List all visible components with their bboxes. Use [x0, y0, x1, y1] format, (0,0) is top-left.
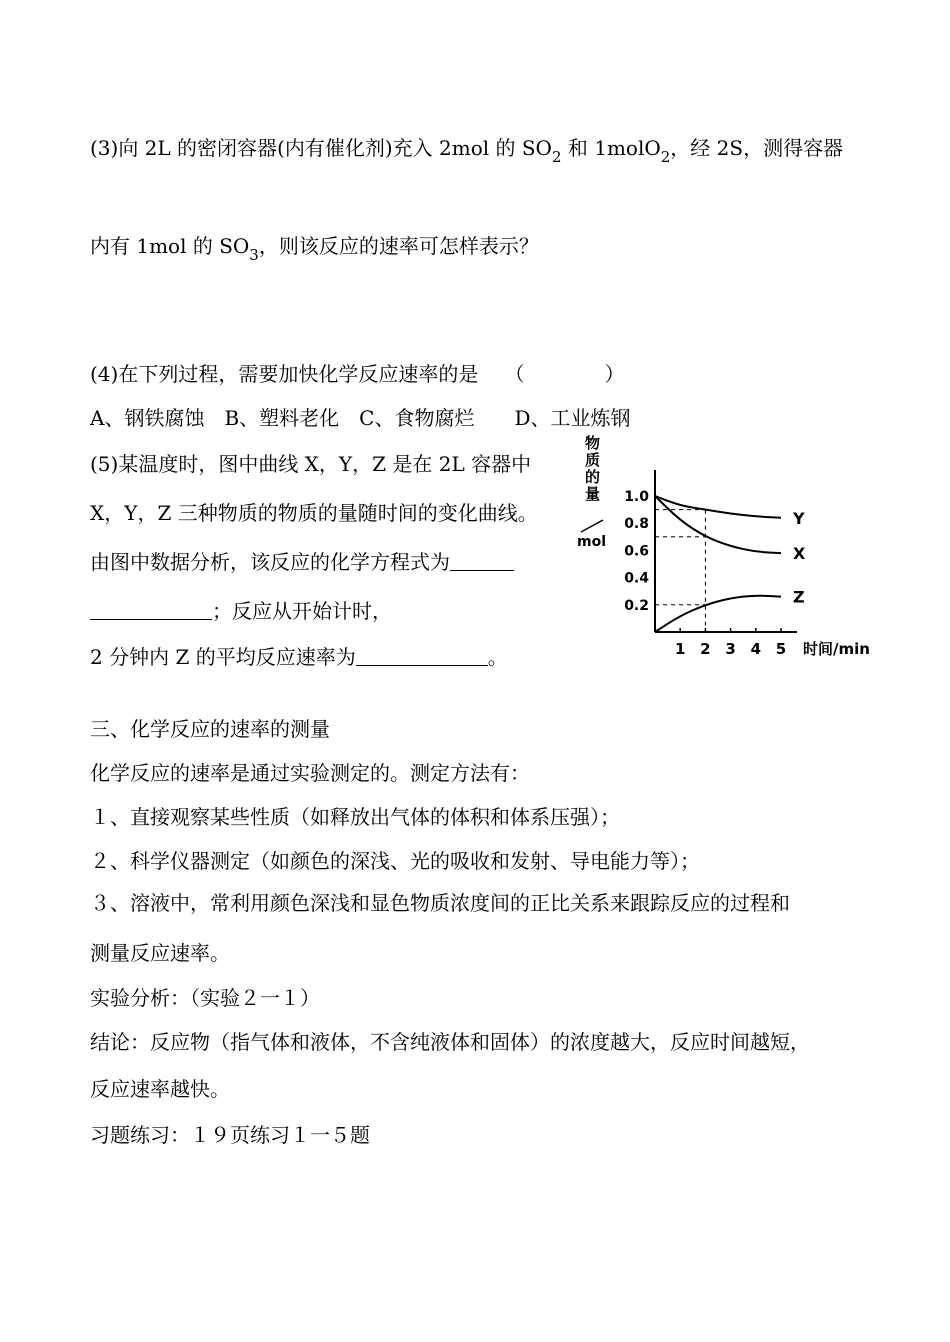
section3-intro: 化学反应的速率是通过实验测定的。测定方法有：	[90, 761, 530, 785]
method-item-1: １、直接观察某些性质（如释放出气体的体积和体系压强）；	[90, 805, 620, 829]
y-axis-label-char: 的	[585, 468, 601, 486]
q5-line-3	[90, 549, 514, 575]
q3-line-1	[90, 135, 843, 170]
x-tick-label: 2	[700, 640, 711, 658]
series-curve-x	[655, 496, 781, 553]
q4-options: A、钢铁腐蚀 B、塑料老化 C、食物腐烂 D、工业炼钢	[90, 406, 631, 430]
q5-line-4	[90, 598, 392, 624]
q3-text-b: 和 1molO	[561, 136, 661, 160]
q5-text-5: 2 分钟内 Z 的平均反应速率为	[90, 645, 356, 669]
q4-question: (4)在下列过程，需要加快化学反应速率的是 （ ）	[90, 362, 625, 386]
q3-line-2	[90, 233, 539, 268]
method-item-3-line-2: 测量反应速率。	[90, 941, 230, 965]
x-tick-label: 1	[674, 640, 686, 658]
x-tick-label: 4	[750, 640, 762, 658]
q3-text-a: (3)向 2L 的密闭容器(内有催化剂)充入 2mol 的 SO	[90, 136, 552, 160]
so2-subscript: 2	[551, 148, 562, 166]
q3-text-d: 内有 1mol 的 SO	[90, 234, 250, 258]
series-label-z: Z	[793, 587, 805, 607]
y-tick-label: 0.8	[624, 516, 649, 533]
o2-subscript: 2	[660, 148, 671, 166]
q3-text-c: ，经 2S，测得容器	[670, 136, 844, 160]
y-axis-label-char: 物	[585, 434, 601, 452]
y-axis-label-char: 质	[585, 451, 601, 469]
series-label-x: X	[793, 544, 806, 564]
q5-line-1: (5)某温度时，图中曲线 X，Y，Z 是在 2L 容器中	[90, 452, 532, 476]
q3-text-e: ，则该反应的速率可怎样表示？	[258, 234, 539, 258]
q5-text-3: 由图中数据分析，该反应的化学方程式为	[90, 550, 450, 574]
method-item-2: ２、科学仪器测定（如颜色的深浅、光的吸收和发射、导电能力等）；	[90, 849, 700, 873]
answer-blank-equation[interactable]	[450, 550, 514, 571]
so3-subscript: 3	[249, 246, 259, 264]
series-curve-z	[655, 596, 781, 632]
q5-text-4: ；反应从开始计时，	[212, 599, 392, 623]
answer-blank-rate[interactable]	[356, 645, 488, 666]
method-item-3-line-1: ３、溶液中，常利用颜色深浅和显色物质浓度间的正比关系来跟踪反应的过程和	[90, 891, 790, 915]
x-tick-label: 3	[725, 640, 736, 658]
experiment-analysis: 实验分析：（实验２一１）	[90, 986, 320, 1010]
answer-blank-equation-cont[interactable]	[90, 599, 212, 620]
conclusion-line-2: 反应速率越快。	[90, 1077, 230, 1101]
y-tick-label: 1.0	[624, 489, 649, 505]
y-axis-label-char: 量	[585, 485, 601, 503]
q5-text-5b: 。	[487, 645, 508, 669]
exercise-note: 习题练习：１９页练习１一５题	[90, 1123, 370, 1147]
y-axis-label-slash	[581, 520, 603, 532]
y-tick-label: 0.4	[624, 570, 649, 587]
y-axis-unit: mol	[577, 534, 607, 550]
x-axis-label: 时间/min	[803, 640, 870, 658]
y-tick-label: 0.2	[624, 597, 649, 614]
y-tick-label: 0.6	[624, 543, 649, 560]
conclusion-line-1: 结论：反应物（指气体和液体，不含纯液体和固体）的浓度越大，反应时间越短，	[90, 1030, 810, 1054]
section3-title: 三、化学反应的速率的测量	[90, 717, 330, 741]
series-label-y: Y	[793, 508, 805, 528]
amount-time-chart	[575, 432, 885, 664]
q5-line-5	[90, 644, 508, 670]
x-tick-label: 5	[775, 640, 787, 658]
q5-line-2: X，Y，Z 三种物质的物质的量随时间的变化曲线。	[90, 501, 538, 525]
